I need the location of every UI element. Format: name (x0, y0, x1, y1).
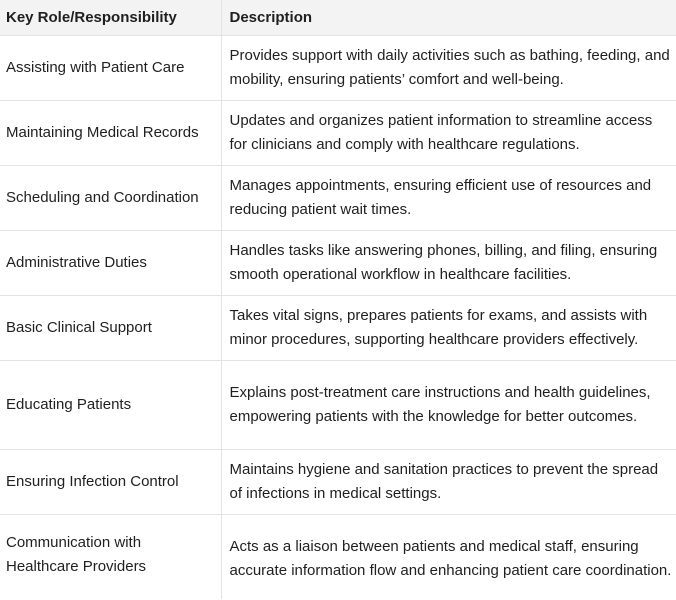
role-cell: Administrative Duties (0, 231, 221, 296)
description-cell: Acts as a liaison between patients and medical staff, ensuring accurate information flow and enhancing patient care coordination. (221, 515, 676, 600)
table-row (0, 450, 676, 515)
table-row (0, 101, 676, 166)
role-cell: Communication with Healthcare Providers (0, 515, 221, 600)
role-cell: Educating Patients (0, 361, 221, 450)
column-header-role: Key Role/Responsibility (0, 0, 221, 36)
description-cell: Manages appointments, ensuring efficient use of resources and reducing patient wait times. (221, 166, 676, 231)
description-cell: Updates and organizes patient information to streamline access for clinicians and comply with healthcare regulations. (221, 101, 676, 166)
role-cell: Basic Clinical Support (0, 296, 221, 361)
role-cell: Scheduling and Coordination (0, 166, 221, 231)
description-cell: Handles tasks like answering phones, billing, and filing, ensuring smooth operational workflow in healthcare facilities. (221, 231, 676, 296)
table-row (0, 36, 676, 101)
table-row (0, 296, 676, 361)
role-cell: Maintaining Medical Records (0, 101, 221, 166)
role-cell: Ensuring Infection Control (0, 450, 221, 515)
table-row (0, 361, 676, 450)
description-cell: Explains post-treatment care instructions and health guidelines, empowering patients with the knowledge for better outcomes. (221, 361, 676, 450)
role-cell: Assisting with Patient Care (0, 36, 221, 101)
column-header-description: Description (221, 0, 676, 36)
table-row (0, 231, 676, 296)
table-row (0, 515, 676, 600)
table-header-row (0, 0, 676, 36)
description-cell: Maintains hygiene and sanitation practices to prevent the spread of infections in medical settings. (221, 450, 676, 515)
table-row (0, 166, 676, 231)
description-cell: Provides support with daily activities such as bathing, feeding, and mobility, ensuring patients’ comfort and well-being. (221, 36, 676, 101)
description-cell: Takes vital signs, prepares patients for exams, and assists with minor procedures, supporting healthcare providers effectively. (221, 296, 676, 361)
